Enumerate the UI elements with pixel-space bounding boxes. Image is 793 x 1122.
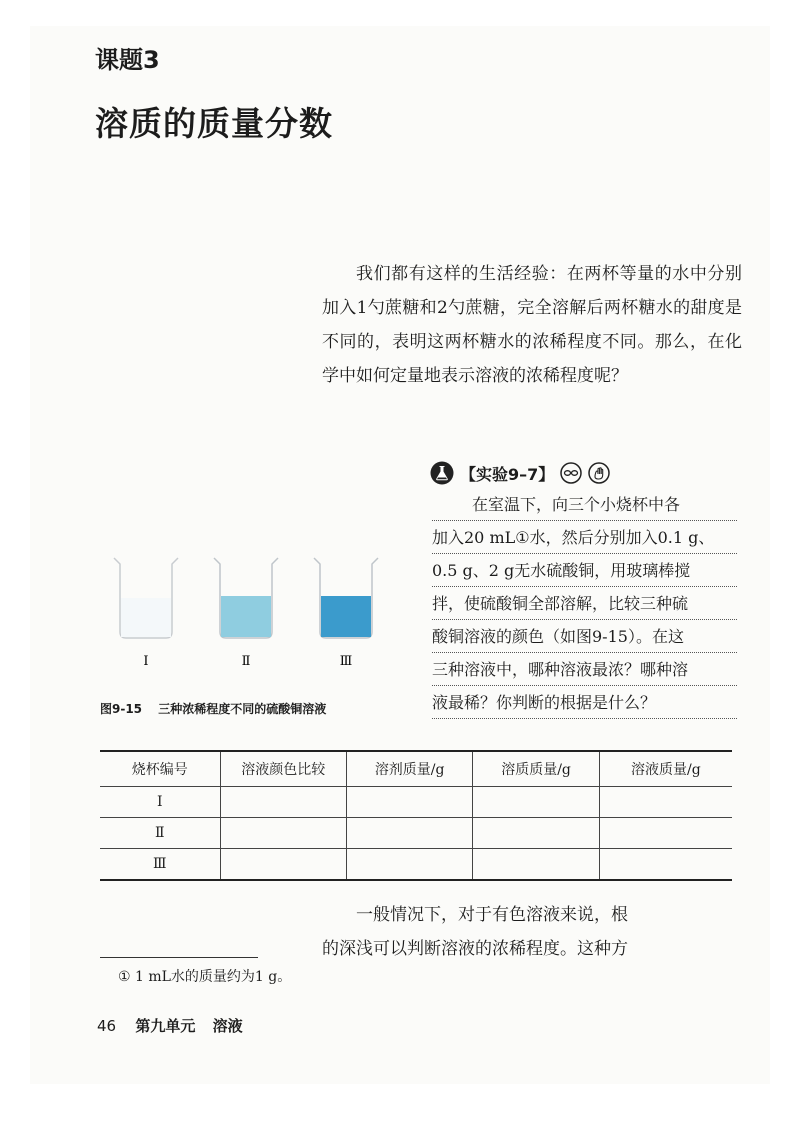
experiment-line: 液最稀？你判断的根据是什么？ — [432, 686, 737, 719]
table-cell: Ⅲ — [100, 849, 220, 881]
figure-number: 图9-15 — [100, 702, 143, 716]
beaker-label: Ⅰ — [143, 654, 149, 669]
page-number: 46 — [97, 1017, 117, 1035]
continuation-line: 一般情况下，对于有色溶液来说，根 — [356, 905, 628, 925]
topic-name: 溶液 — [212, 1017, 243, 1035]
experiment-title: 【实验9–7】 — [460, 464, 555, 484]
table-cell — [599, 818, 732, 849]
lesson-title: 溶质的质量分数 — [95, 104, 333, 143]
beaker-3 — [314, 558, 378, 638]
continuation-line: 的深浅可以判断溶液的浓稀程度。这种方 — [322, 939, 628, 959]
figure-caption — [100, 700, 326, 717]
table-header: 溶液质量/g — [599, 751, 732, 787]
table-header: 烧杯编号 — [100, 751, 220, 787]
lesson-number: 课题3 — [95, 46, 160, 74]
footnote: ① 1 mL水的质量约为1 g。 — [118, 969, 292, 985]
table-cell — [346, 818, 472, 849]
hand-wash-icon — [588, 462, 610, 484]
table-cell — [599, 849, 732, 881]
table-header: 溶剂质量/g — [346, 751, 472, 787]
page-footer — [97, 1015, 243, 1036]
table-cell — [473, 787, 599, 818]
intro-text: 我们都有这样的生活经验：在两杯等量的水中分别加入1勺蔗糖和2勺蔗糖，完全溶解后两杯糖水的甜度是不同的，表明这两杯糖水的浓稀程度不同。那么，在化学中如何定量地表示溶液的浓稀程度呢？ — [322, 264, 742, 386]
intro-paragraph — [322, 257, 742, 393]
flask-icon — [430, 461, 454, 485]
experiment-line: 酸铜溶液的颜色（如图9-15）。在这 — [432, 620, 737, 653]
beaker-liquid — [321, 596, 371, 637]
record-table — [100, 750, 732, 881]
beaker-figure — [100, 548, 400, 678]
experiment-line: 0.5 g、2 g无水硫酸铜，用玻璃棒搅 — [432, 554, 737, 587]
goggles-icon — [560, 462, 582, 484]
beaker-1 — [114, 558, 178, 638]
experiment-line: 在室温下，向三个小烧杯中各 — [432, 488, 737, 521]
beaker-label: Ⅲ — [339, 654, 353, 669]
unit-name: 第九单元 — [135, 1017, 196, 1035]
table-cell: Ⅰ — [100, 787, 220, 818]
continuation-paragraph — [322, 898, 742, 966]
table-header: 溶质质量/g — [473, 751, 599, 787]
table-row — [100, 818, 732, 849]
table-row — [100, 849, 732, 881]
table-cell — [220, 787, 346, 818]
table-header: 溶液颜色比较 — [220, 751, 346, 787]
table-cell — [473, 818, 599, 849]
experiment-line: 拌，使硫酸铜全部溶解，比较三种硫 — [432, 587, 737, 620]
table-cell — [220, 849, 346, 881]
table-cell — [220, 818, 346, 849]
experiment-header — [430, 460, 610, 486]
table-cell — [599, 787, 732, 818]
table-cell — [473, 849, 599, 881]
experiment-text — [432, 488, 737, 719]
table-row — [100, 787, 732, 818]
beaker-liquid — [221, 596, 271, 637]
table-cell: Ⅱ — [100, 818, 220, 849]
table-cell — [346, 787, 472, 818]
experiment-line: 加入20 mL①水，然后分别加入0.1 g、 — [432, 521, 737, 554]
beaker-2 — [214, 558, 278, 638]
table-cell — [346, 849, 472, 881]
experiment-line: 三种溶液中，哪种溶液最浓？哪种溶 — [432, 653, 737, 686]
beaker-label: Ⅱ — [241, 654, 251, 669]
footnote-divider — [100, 957, 258, 958]
figure-caption-text: 三种浓稀程度不同的硫酸铜溶液 — [158, 702, 327, 716]
beaker-liquid — [121, 598, 171, 637]
